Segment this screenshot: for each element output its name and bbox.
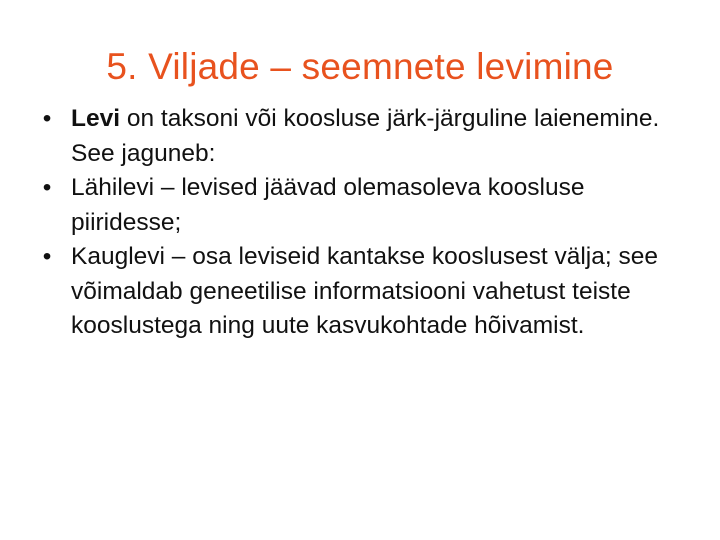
bullet-list: [36, 102, 696, 344]
slide-title: 5. Viljade – seemnete levimine: [106, 46, 614, 87]
bullet-item-levi: [36, 102, 696, 171]
bullet-term-bold: Levi: [71, 105, 121, 132]
bullet-text: Lähilevi – levised jäävad olemasoleva koosluse piiridesse;: [71, 174, 585, 236]
slide-body: [36, 102, 696, 344]
bullet-text: Kauglevi – osa leviseid kantakse kooslusest välja; see võimaldab geneetilise informatsiooni vahetust teiste kooslustega ning uute kasvukohtade hõivamist.: [71, 243, 658, 339]
bullet-item-kauglevi: [36, 240, 696, 344]
bullet-icon: •: [42, 105, 52, 132]
bullet-item-lahilevi: [36, 171, 696, 240]
bullet-text: on taksoni või koosluse järk-järguline laienemine. See jaguneb:: [71, 105, 660, 167]
bullet-icon: •: [42, 243, 52, 270]
bullet-icon: •: [42, 174, 52, 201]
